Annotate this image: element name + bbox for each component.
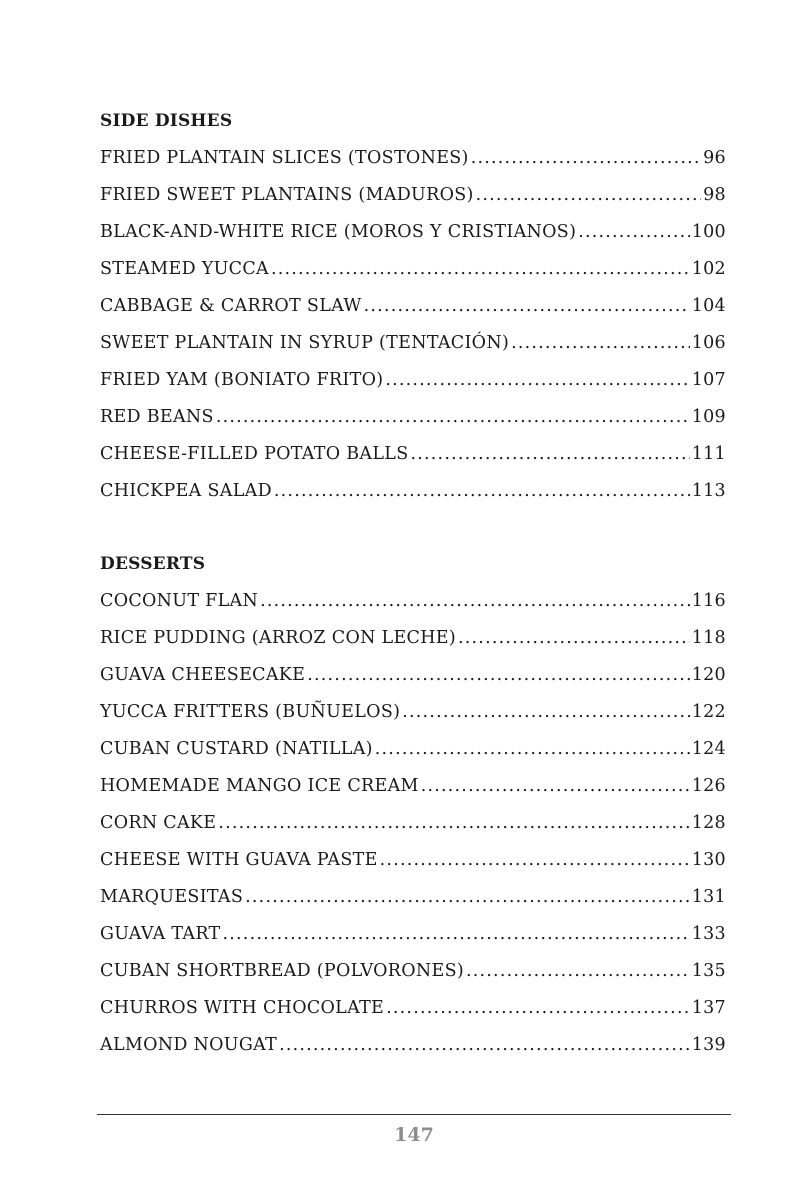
dot-leader <box>307 657 689 694</box>
toc-entry <box>100 990 726 1027</box>
toc-section-desserts <box>100 549 726 1064</box>
toc-section-side-dishes <box>100 106 726 510</box>
toc-entry <box>100 805 726 842</box>
entry-page-number: 111 <box>691 444 726 464</box>
entry-title: CHICKPEA SALAD <box>100 481 272 501</box>
entry-title: GUAVA TART <box>100 924 221 944</box>
entry-title: CORN CAKE <box>100 813 217 833</box>
entry-page-number: 118 <box>691 628 726 648</box>
toc-entry <box>100 620 726 657</box>
entry-title: CUBAN CUSTARD (NATILLA) <box>100 739 373 759</box>
entry-page-number: 139 <box>691 1035 726 1055</box>
entry-title: YUCCA FRITTERS (BUÑUELOS) <box>100 702 401 722</box>
entry-page-number: 130 <box>691 850 726 870</box>
dot-leader <box>260 583 690 620</box>
dot-leader <box>364 288 690 325</box>
entry-page-number: 113 <box>691 481 726 501</box>
dot-leader <box>218 805 689 842</box>
entry-title: RICE PUDDING (ARROZ CON LECHE) <box>100 628 457 648</box>
toc-entry <box>100 251 726 288</box>
toc-entry <box>100 473 726 510</box>
dot-leader <box>380 842 690 879</box>
entry-title: FRIED PLANTAIN SLICES (TOSTONES) <box>100 148 469 168</box>
footer-rule <box>97 1114 731 1115</box>
entry-page-number: 122 <box>691 702 726 722</box>
entry-title: CHEESE WITH GUAVA PASTE <box>100 850 378 870</box>
toc-entry <box>100 583 726 620</box>
entry-page-number: 128 <box>691 813 726 833</box>
entry-title: CHEESE-FILLED POTATO BALLS <box>100 444 409 464</box>
entry-title: COCONUT FLAN <box>100 591 259 611</box>
dot-leader <box>271 251 690 288</box>
entry-page-number: 106 <box>691 333 726 353</box>
dot-leader <box>385 362 689 399</box>
entry-page-number: 96 <box>703 148 726 168</box>
entry-title: CHURROS WITH CHOCOLATE <box>100 998 385 1018</box>
dot-leader <box>578 214 689 251</box>
toc-entry <box>100 657 726 694</box>
entry-page-number: 98 <box>703 185 726 205</box>
entry-page-number: 120 <box>691 665 726 685</box>
entry-title: FRIED SWEET PLANTAINS (MADUROS) <box>100 185 474 205</box>
entry-title: SWEET PLANTAIN IN SYRUP (TENTACIÓN) <box>100 333 510 353</box>
entry-title: HOMEMADE MANGO ICE CREAM <box>100 776 419 796</box>
dot-leader <box>402 694 689 731</box>
entry-title: GUAVA CHEESECAKE <box>100 665 306 685</box>
dot-leader <box>458 620 690 657</box>
entry-page-number: 137 <box>691 998 726 1018</box>
toc-list <box>100 583 726 1064</box>
toc-entry <box>100 768 726 805</box>
entry-page-number: 100 <box>691 222 726 242</box>
section-heading: DESSERTS <box>100 554 206 574</box>
toc-entry <box>100 842 726 879</box>
toc-entry <box>100 214 726 251</box>
entry-page-number: 109 <box>691 407 726 427</box>
toc-entry <box>100 916 726 953</box>
dot-leader <box>476 177 701 214</box>
entry-title: MARQUESITAS <box>100 887 244 907</box>
entry-page-number: 135 <box>691 961 726 981</box>
toc-entry <box>100 362 726 399</box>
toc-entry <box>100 140 726 177</box>
entry-page-number: 102 <box>691 259 726 279</box>
dot-leader <box>375 731 690 768</box>
entry-page-number: 107 <box>691 370 726 390</box>
footer-page-number: 147 <box>394 1124 434 1146</box>
entry-title: RED BEANS <box>100 407 214 427</box>
toc-entry <box>100 325 726 362</box>
dot-leader <box>471 140 701 177</box>
dot-leader <box>421 768 690 805</box>
dot-leader <box>511 325 690 362</box>
toc-entry <box>100 879 726 916</box>
section-heading: SIDE DISHES <box>100 111 233 131</box>
dot-leader <box>223 916 690 953</box>
toc-entry <box>100 1027 726 1064</box>
toc-list <box>100 140 726 510</box>
entry-page-number: 116 <box>691 591 726 611</box>
dot-leader <box>411 436 690 473</box>
entry-title: BLACK-AND-WHITE RICE (MOROS Y CRISTIANOS) <box>100 222 577 242</box>
dot-leader <box>279 1027 690 1064</box>
toc-entry <box>100 399 726 436</box>
entry-page-number: 133 <box>691 924 726 944</box>
entry-title: FRIED YAM (BONIATO FRITO) <box>100 370 384 390</box>
entry-title: ALMOND NOUGAT <box>100 1035 278 1055</box>
entry-page-number: 124 <box>691 739 726 759</box>
dot-leader <box>216 399 690 436</box>
entry-page-number: 104 <box>691 296 726 316</box>
entry-title: CABBAGE & CARROT SLAW <box>100 296 362 316</box>
toc-entry <box>100 436 726 473</box>
toc-entry <box>100 177 726 214</box>
dot-leader <box>386 990 690 1027</box>
entry-page-number: 131 <box>691 887 726 907</box>
entry-title: STEAMED YUCCA <box>100 259 269 279</box>
toc-entry <box>100 731 726 768</box>
toc-entry <box>100 953 726 990</box>
toc-entry <box>100 694 726 731</box>
toc-entry <box>100 288 726 325</box>
dot-leader <box>245 879 690 916</box>
dot-leader <box>274 473 690 510</box>
entry-title: CUBAN SHORTBREAD (POLVORONES) <box>100 961 464 981</box>
dot-leader <box>466 953 690 990</box>
entry-page-number: 126 <box>691 776 726 796</box>
